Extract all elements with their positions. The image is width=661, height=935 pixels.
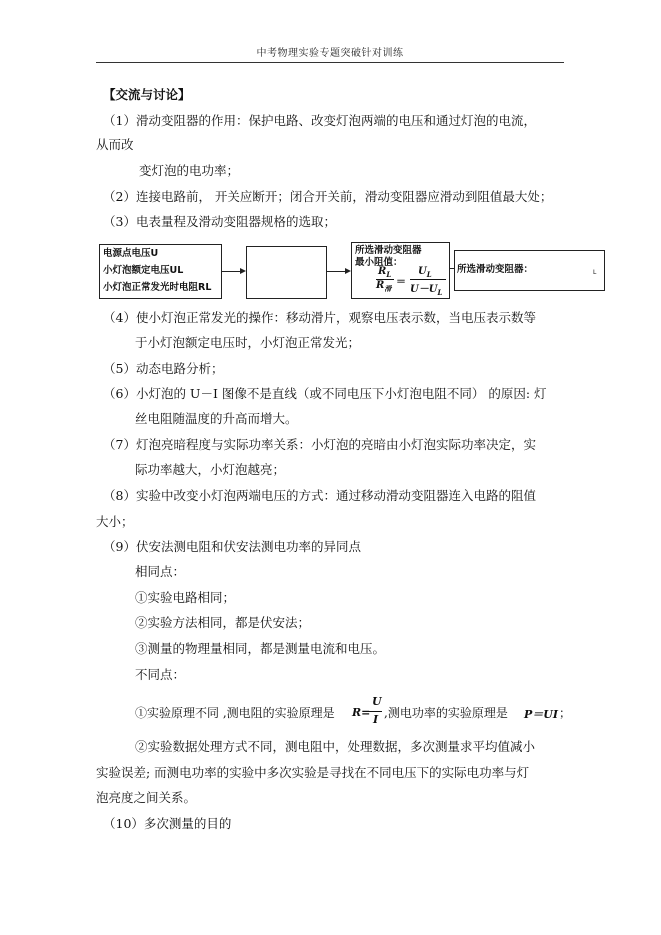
blank-box <box>246 246 327 299</box>
text-line-21: ②实验数据处理方式不同，测电阻中，处理数据，多次测量求平均值减小 <box>135 739 536 754</box>
frac-right-num: $U_L$ <box>418 266 432 279</box>
text-line-16: 相同点： <box>135 564 186 579</box>
text-line-20: 不同点： <box>135 667 186 682</box>
text-line-5: （3）电表量程及滑动变阻器规格的选取； <box>103 214 336 229</box>
text-line-23: 泡亮度之间关系。 <box>96 790 197 805</box>
text-line-13: （8）实验中改变小灯泡两端电压的方式：通过移动滑动变阻器连入电路的阻值 <box>103 488 536 503</box>
page-header: 中考物理实验专题突破针对训练 <box>256 48 404 59</box>
info-rated-voltage: 小灯泡额定电压UL <box>103 265 184 276</box>
text-line-9: （6）小灯泡的 U－I 图像不是直线（或不同电压下小灯泡电阻不同） 的原因: 灯 <box>103 386 547 401</box>
text-line-4: （2）连接电路前， 开关应断开；闭合开关前，滑动变阻器应滑动到阻值最大处； <box>103 189 553 204</box>
text-line-15: （9）伏安法测电阻和伏安法测电功率的异同点 <box>103 539 361 554</box>
selected-rheostat-label: 所选滑动变阻器： <box>457 264 534 275</box>
info-voltage: 电源点电压U <box>103 248 159 259</box>
selected-rheostat-box <box>454 250 605 291</box>
principle-text-b: ,测电功率的实验原理是 <box>384 706 508 720</box>
principle-text-c: ； <box>559 706 572 720</box>
frac-equals: ＝ <box>396 277 406 288</box>
info-box <box>99 244 222 299</box>
text-line-19: ③测量的物理量相同，都是测量电流和电压。 <box>135 641 386 656</box>
text-line-8: （5）动态电路分析； <box>103 361 224 376</box>
formula-r-den: I <box>373 713 379 726</box>
min-resistance-title-1: 所选滑动变阻器 <box>355 245 422 256</box>
text-line-17: ①实验电路相同； <box>135 590 236 605</box>
text-line-1: （1）滑动变阻器的作用：保护电路、改变灯泡两端的电压和通过灯泡的电流， <box>103 113 536 128</box>
min-resistance-title-2: 最小阻值： <box>355 257 403 268</box>
info-resistance: 小灯泡正常发光时电阻RL <box>103 282 212 293</box>
text-line-24: （10）多次测量的目的 <box>103 816 232 831</box>
text-line-7: 于小灯泡额定电压时，小灯泡正常发光； <box>135 335 361 350</box>
principle-text-a: ①实验原理不同 ,测电阻的实验原理是 <box>135 706 335 720</box>
text-line-12: 际功率越大，小灯泡越亮； <box>135 462 286 477</box>
text-line-14: 大小； <box>96 514 134 529</box>
header-rule <box>96 62 564 63</box>
arrow-1-line <box>222 271 240 272</box>
min-resistance-box <box>351 242 450 299</box>
arrow-2-line <box>327 271 345 272</box>
text-line-10: 丝电阻随温度的升高而增大。 <box>135 411 298 426</box>
text-line-2: 从而改 <box>96 137 134 152</box>
text-line-6: （4）使小灯泡正常发光的操作：移动滑片，观察电压表示数，当电压表示数等 <box>103 310 536 325</box>
frac-right-den: $U-U_L$ <box>410 284 443 297</box>
text-line-22: 实验误差; 而测电功率的实验中多次实验是寻找在不同电压下的实际电功率与灯 <box>96 765 530 780</box>
text-line-18: ②实验方法相同，都是伏安法； <box>135 615 311 630</box>
formula-r-num: U <box>372 695 382 708</box>
selected-rheostat-mark: L <box>593 269 597 276</box>
formula-r-bar <box>369 711 382 712</box>
frac-left-den: $R_滑$ <box>376 280 392 293</box>
text-line-11: （7）灯泡亮暗程度与实际功率关系：小灯泡的亮暗由小灯泡实际功率决定，实 <box>103 437 536 452</box>
formula-r-lhs: R= <box>352 706 371 719</box>
frac-left-num: $R_L$ <box>378 266 392 279</box>
text-line-3: 变灯泡的电功率； <box>139 163 240 178</box>
formula-p: P＝UI <box>524 708 559 721</box>
section-title: 【交流与讨论】 <box>103 87 191 102</box>
